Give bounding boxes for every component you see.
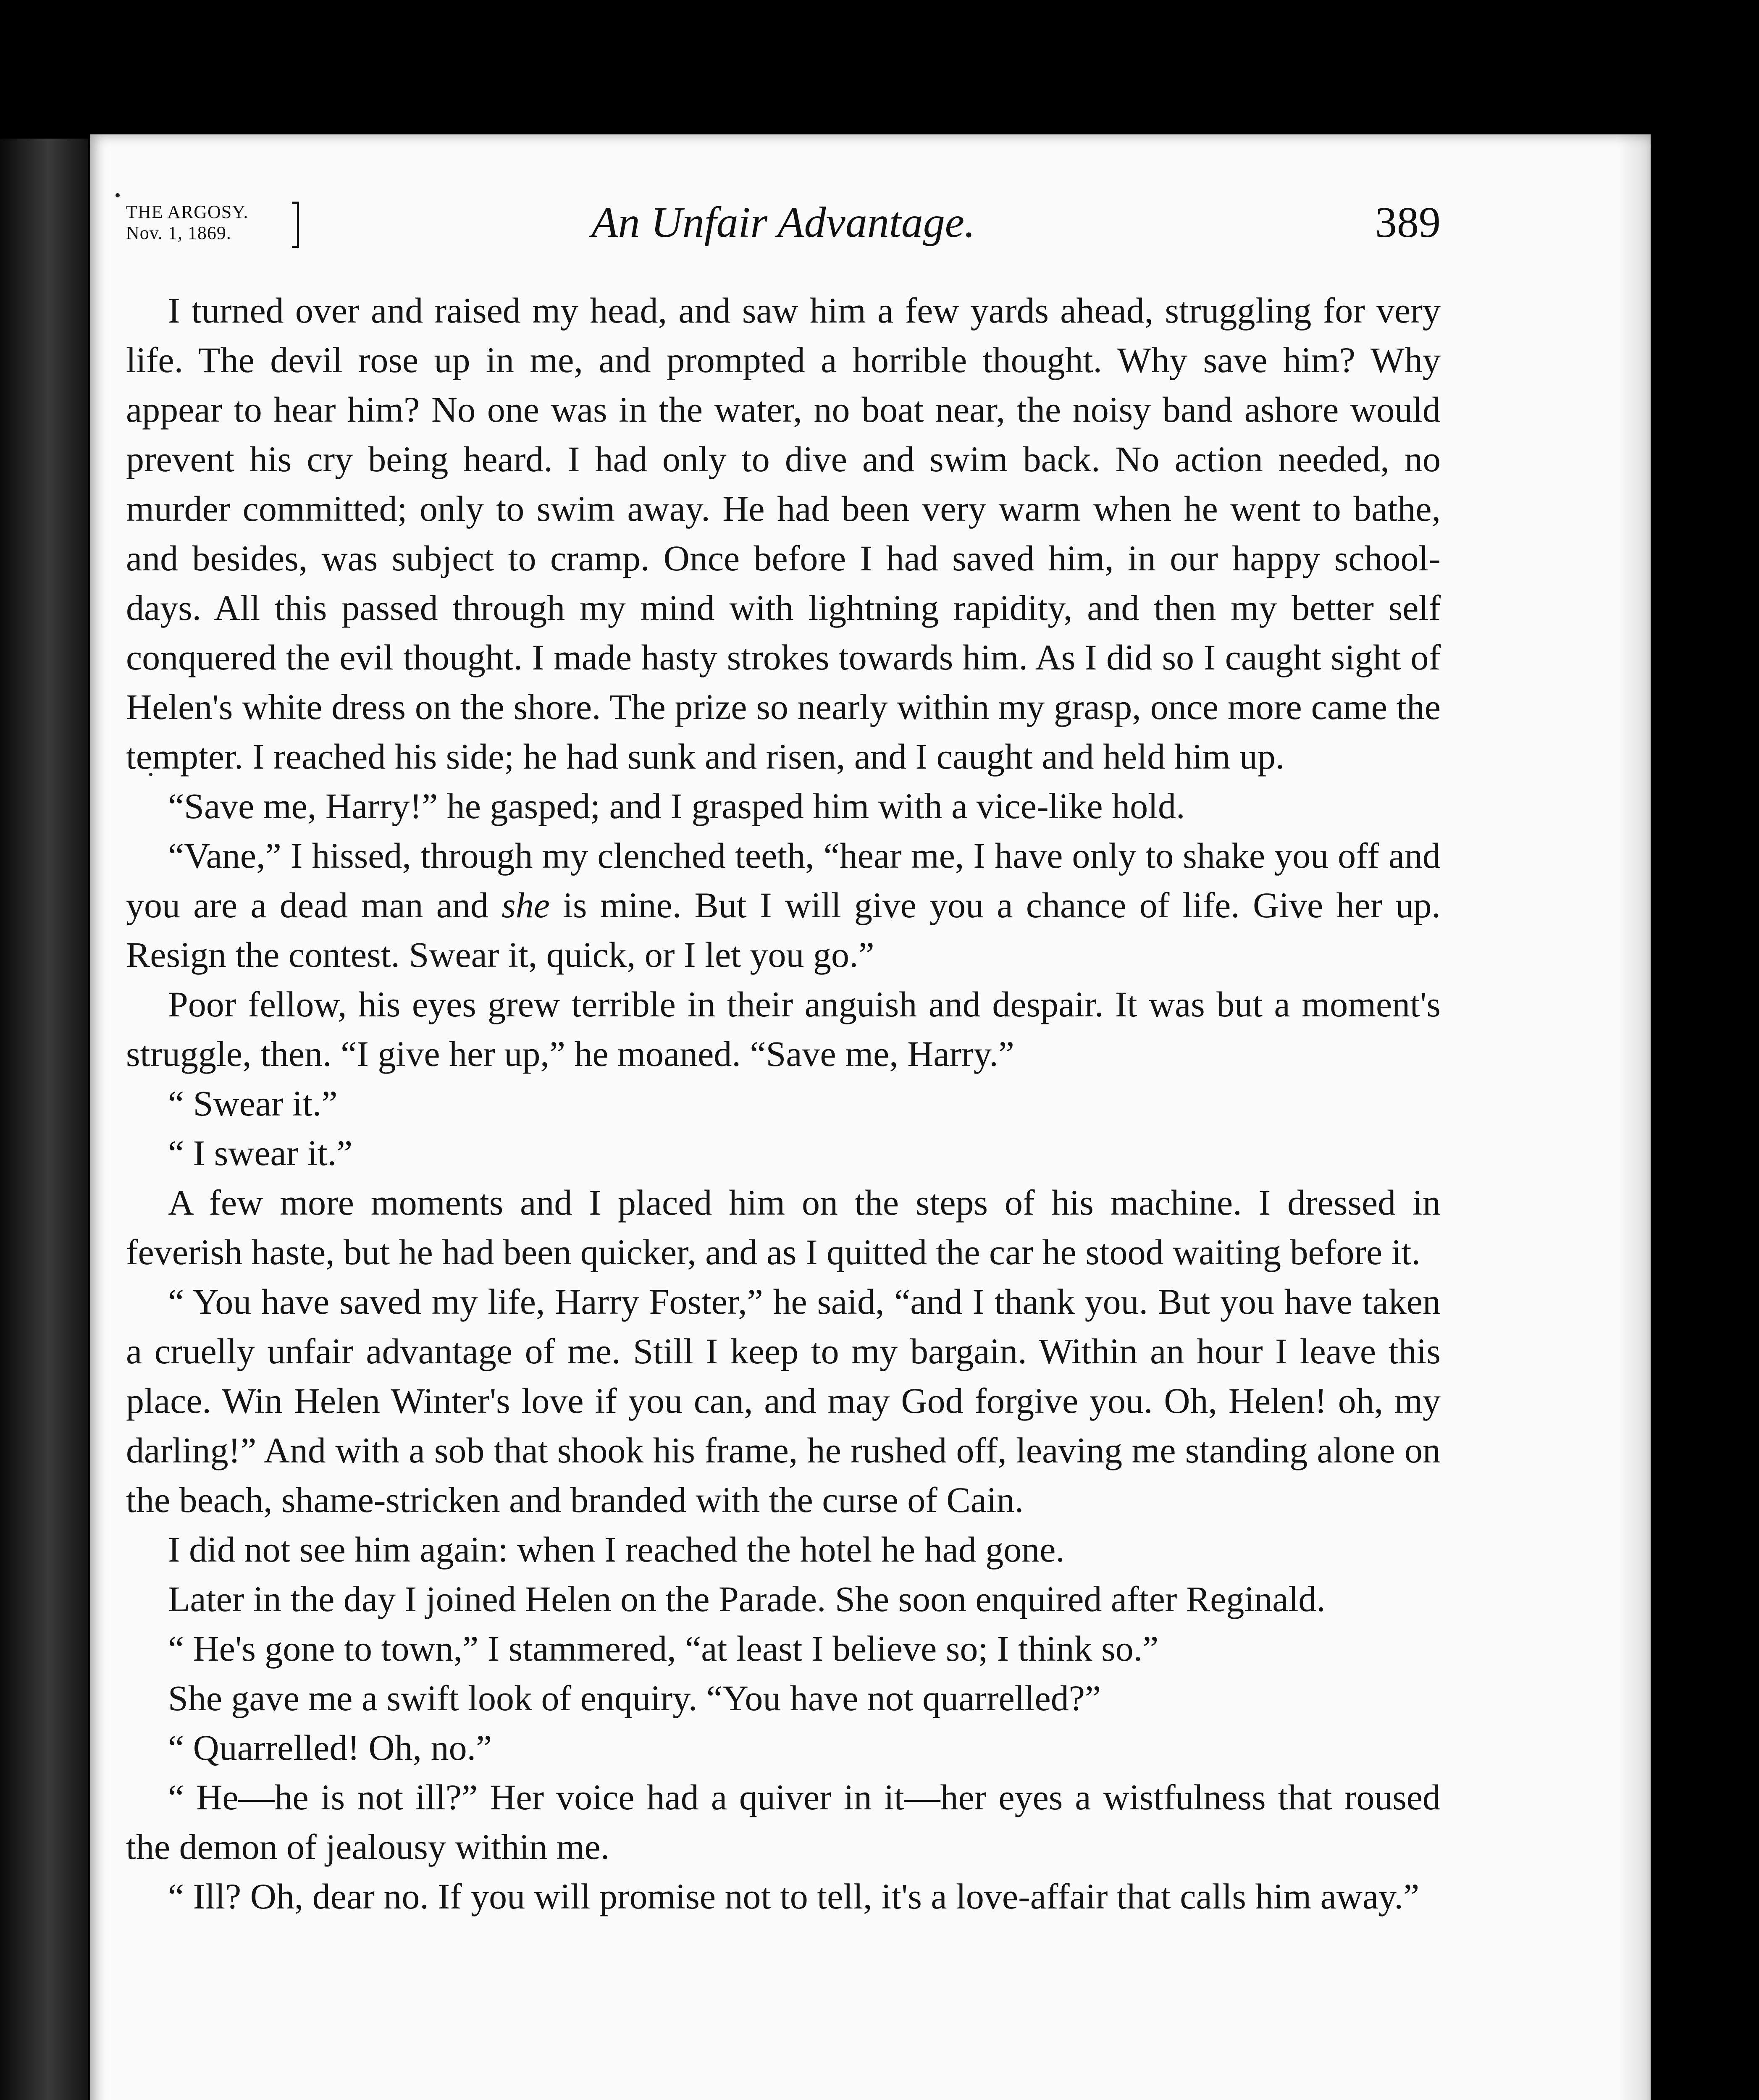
page-gutter-shade [1617,134,1651,2100]
previous-page-edge [0,139,88,2100]
paragraph: She gave me a swift look of enquiry. “You have not quarrelled?” [168,1678,1101,1718]
emphasis-she: she [501,885,550,925]
vane-text-before: “Vane,” I hissed, through my clenched teeth, “hear me, I have only to shake you off and you are a dead man and [126,835,1441,925]
page-number: 389 [1375,198,1441,247]
paragraph: Poor fellow, his eyes grew terrible in their anguish and despair. It was but a moment's struggle, then. “I give her up,” he moaned. “Save me, Harry.” [126,984,1441,1074]
paragraph: “ Quarrelled! Oh, no.” [168,1727,492,1768]
running-title: An Unfair Advantage. [591,198,975,247]
paragraph: “ You have saved my life, Harry Foster,” he said, “and I thank you. But you have taken a cruelly unfair advantage of me. Still I keep to my bargain. Within an hour I leave this place. Win Helen Winter's love if you can, and may God forgive you. Oh, Helen! oh, my darling!” And with a sob that shook his frame, he rushed off, leaving me standing alone on the beach, shame-stricken and branded with the curse of Cain. [126,1281,1441,1520]
paragraph: “ Swear it.” [168,1083,338,1124]
paragraph: “ He's gone to town,” I stammered, “at least I believe so; I think so.” [168,1628,1159,1669]
paragraph-vane [126,831,1441,979]
source-line-2: Nov. 1, 1869. [126,223,231,243]
paragraph: “ He—he is not ill?” Her voice had a quiver in it—her eyes a wistfulness that roused the demon of jealousy within me. [126,1777,1441,1867]
paragraph: Later in the day I joined Helen on the Parade. She soon enquired after Reginald. [168,1579,1326,1619]
paragraph: “ Ill? Oh, dear no. If you will promise not to tell, it's a love-affair that calls him away.” [168,1876,1420,1916]
paragraph: “Save me, Harry!” he gasped; and I grasped him with a vice-like hold. [168,786,1185,826]
paper-speck [116,193,120,197]
paragraph: “ I swear it.” [168,1133,353,1173]
vane-text-after: is mine. But I will give you a chance of life. Give her up. Resign the contest. Swear it, quick, or I let you go.” [126,885,1441,975]
paragraph: I turned over and raised my head, and saw him a few yards ahead, struggling for very life. The devil rose up in me, and prompted a horrible thought. Why save him? Why appear to hear him? No one was in the water, no boat near, the noisy band ashore would prevent his cry being heard. I had only to dive and swim back. No action needed, no murder committed; only to swim away. He had been very warm when he went to bathe, and besides, was subject to cramp. Once before I had saved him, in our happy school-days. All this passed through my mind with lightning rapidity, and then my better self conquered the evil thought. I made hasty strokes towards him. As I did so I caught sight of Helen's white dress on the shore. The prize so nearly within my grasp, once more came the tempter. I reached his side; he had sunk and risen, and I caught and held him up. [126,290,1441,777]
paragraph: I did not see him again: when I reached the hotel he had gone. [168,1529,1065,1570]
paragraph: A few more moments and I placed him on the steps of his machine. I dressed in feverish haste, but he had been quicker, and as I quitted the car he stood waiting before it. [126,1182,1441,1272]
body-text [126,286,1441,1921]
source-line-1: THE ARGOSY. [126,202,249,222]
running-header [126,197,1441,265]
